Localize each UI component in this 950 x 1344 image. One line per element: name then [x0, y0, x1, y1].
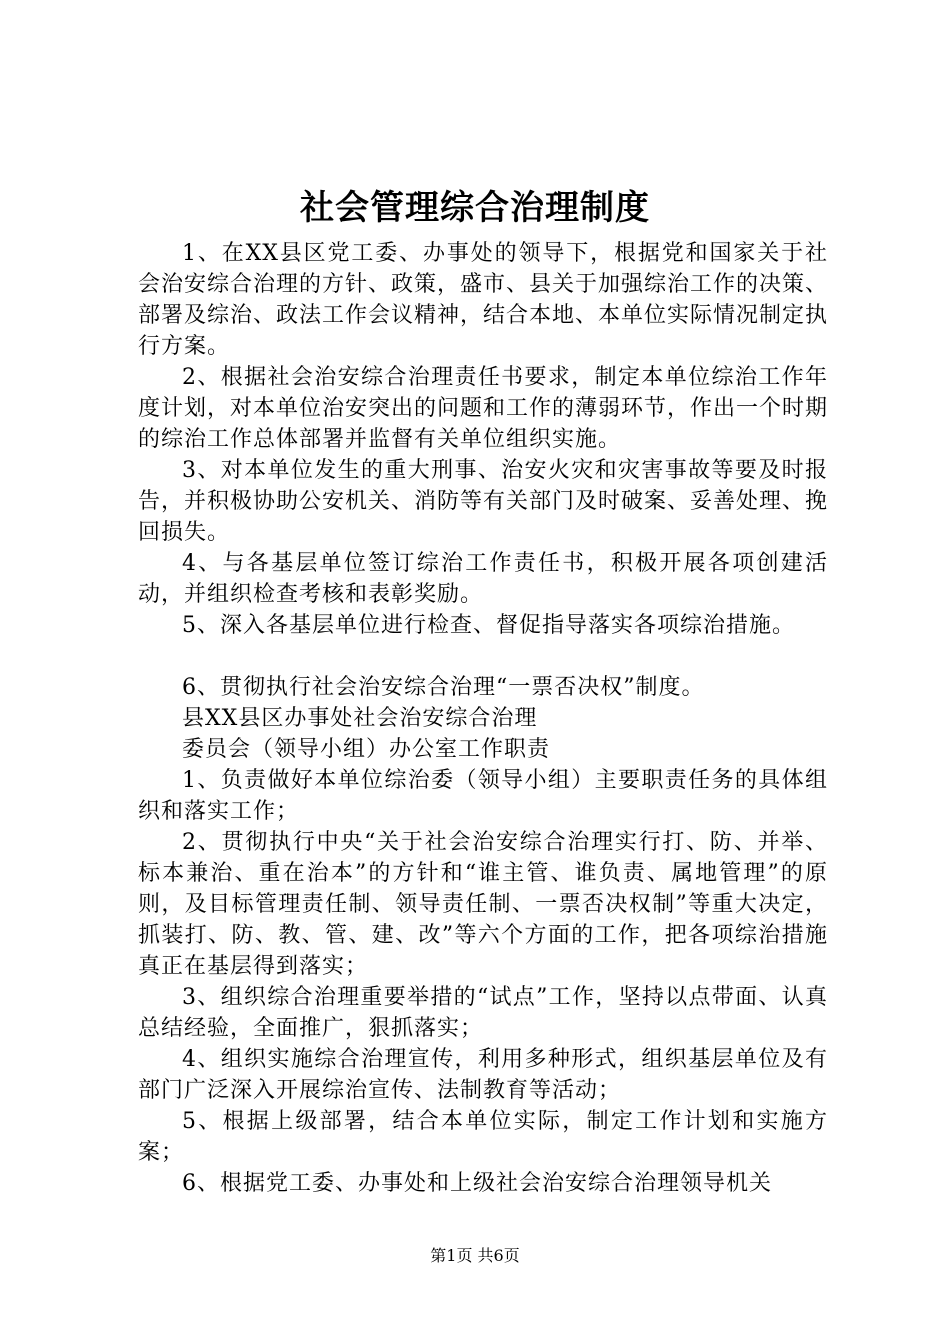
document-title: 社会管理综合治理制度 [300, 188, 650, 228]
paragraph-3: 3、对本单位发生的重大刑事、治安火灾和灾害事故等要及时报告，并积极协助公安机关、消防等有关部门及时破案、妥善处理、挽回损失。 [138, 458, 829, 545]
paragraph-2: 2、根据社会治安综合治理责任书要求，制定本单位综治工作年度计划，对本单位治安突出的问题和工作的薄弱环节，作出一个时期的综治工作总体部署并监督有关单位组织实施。 [138, 365, 829, 452]
duty-paragraph-6: 6、根据党工委、办事处和上级社会治安综合治理领导机关 [182, 1171, 772, 1196]
duty-paragraph-3: 3、组织综合治理重要举措的“试点”工作，坚持以点带面、认真总结经验，全面推广，狠抓落实； [138, 985, 828, 1041]
section-heading-line-1: 县XX县区办事处社会治安综合治理 [182, 706, 538, 731]
paragraph-4: 4、与各基层单位签订综治工作责任书，积极开展各项创建活动，并组织检查考核和表彰奖励。 [138, 551, 828, 607]
page-number-footer: 第1页 共6页 [430, 1246, 520, 1265]
duty-paragraph-4: 4、组织实施综合治理宣传，利用多种形式，组织基层单位及有部门广泛深入开展综治宣传、法制教育等活动； [138, 1047, 828, 1103]
duty-paragraph-2: 2、贯彻执行中央“关于社会治安综合治理实行打、防、并举、标本兼治、重在治本”的方针和“谁主管、谁负责、属地管理”的原则，及目标管理责任制、领导责任制、一票否决权制”等重大决定，抓装打、防、教、管、建、改”等六个方面的工作，把各项综治措施真正在基层得到落实； [138, 830, 828, 979]
document-body [138, 238, 828, 1199]
duty-paragraph-1: 1、负责做好本单位综治委（领导小组）主要职责任务的具体组织和落实工作； [138, 768, 828, 824]
duty-paragraph-5: 5、根据上级部署，结合本单位实际，制定工作计划和实施方案； [138, 1109, 828, 1165]
paragraph-6: 6、贯彻执行社会治安综合治理“一票否决权”制度。 [182, 675, 705, 700]
paragraph-1: 1、在XX县区党工委、办事处的领导下，根据党和国家关于社会治安综合治理的方针、政策，盛市、县关于加强综治工作的决策、部署及综治、政法工作会议精神，结合本地、本单位实际情况制定执行方案。 [138, 241, 829, 359]
section-heading-line-2: 委员会（领导小组）办公室工作职责 [182, 737, 551, 762]
paragraph-5: 5、深入各基层单位进行检查、督促指导落实各项综治措施。 [182, 613, 795, 638]
